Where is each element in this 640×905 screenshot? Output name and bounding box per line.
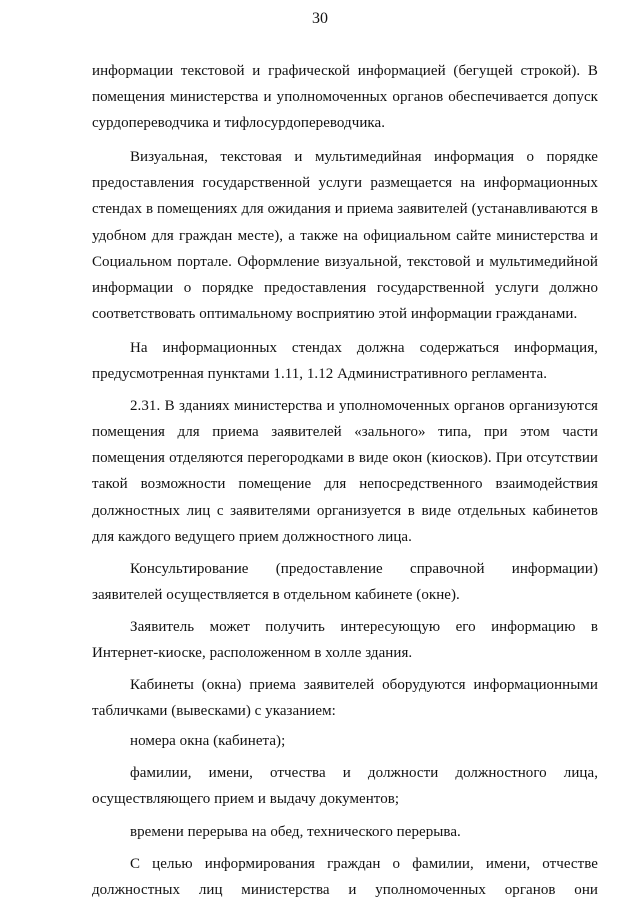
list-item: номера окна (кабинета); xyxy=(130,733,286,750)
paragraph-consulting: Консультирование (предоставление справочной информации) заявителей осуществляется в отдельном кабинете (окне). xyxy=(92,560,598,603)
list-item: фамилии, имени, отчества и должности должностного лица, осуществляющего прием и выдачу документов; xyxy=(92,765,598,808)
paragraph-closing: С целью информирования граждан о фамилии, имени, отчестве должностных лиц министерства и уполномоченных органов они xyxy=(92,855,598,898)
paragraph-internet-kiosk: Заявитель может получить интересующую его информацию в Интернет-киоске, расположенном в холле здания. xyxy=(92,618,598,661)
paragraph-info-stands: На информационных стендах должна содержаться информация, предусмотренная пунктами 1.11, 1.12 Административного регламента. xyxy=(92,339,598,383)
paragraph-clause-2-31: 2.31. В зданиях министерства и уполномоченных органов организуются помещения для приема заявителей «зального» типа, при этом части помещения отделяются перегородками в виде окон (киосков). При отсутствии такой возможности помещение для непосредственного взаимодействия должностных лиц с заявителями организуется в виде отдельных кабинетов для каждого ведущего прием должностного лица. xyxy=(92,398,598,545)
list-item: времени перерыва на обед, технического перерыва. xyxy=(130,823,461,840)
page-number: 30 xyxy=(312,10,328,27)
paragraph-visual-info: Визуальная, текстовая и мультимедийная информация о порядке предоставления государственной услуги размещается на информационных стендах в помещениях для ожидания и приема заявителей (устанавливаются в удобном для граждан месте), а также на официальном сайте министерства и Социальном портале. Оформление визуальной, текстовой и мультимедийной информации о порядке предоставления государственной услуги должно соответствовать оптимальному восприятию этой информации гражданами. xyxy=(92,149,598,322)
paragraph-continuation: информации текстовой и графической информацией (бегущей строкой). В помещения министерства и уполномоченных органов обеспечивается допуск сурдопереводчика и тифлосурдопереводчика. xyxy=(92,63,598,132)
document-body xyxy=(92,58,598,903)
paragraph-cabinets: Кабинеты (окна) приема заявителей оборудуются информационными табличками (вывесками) с указанием: xyxy=(92,677,598,720)
